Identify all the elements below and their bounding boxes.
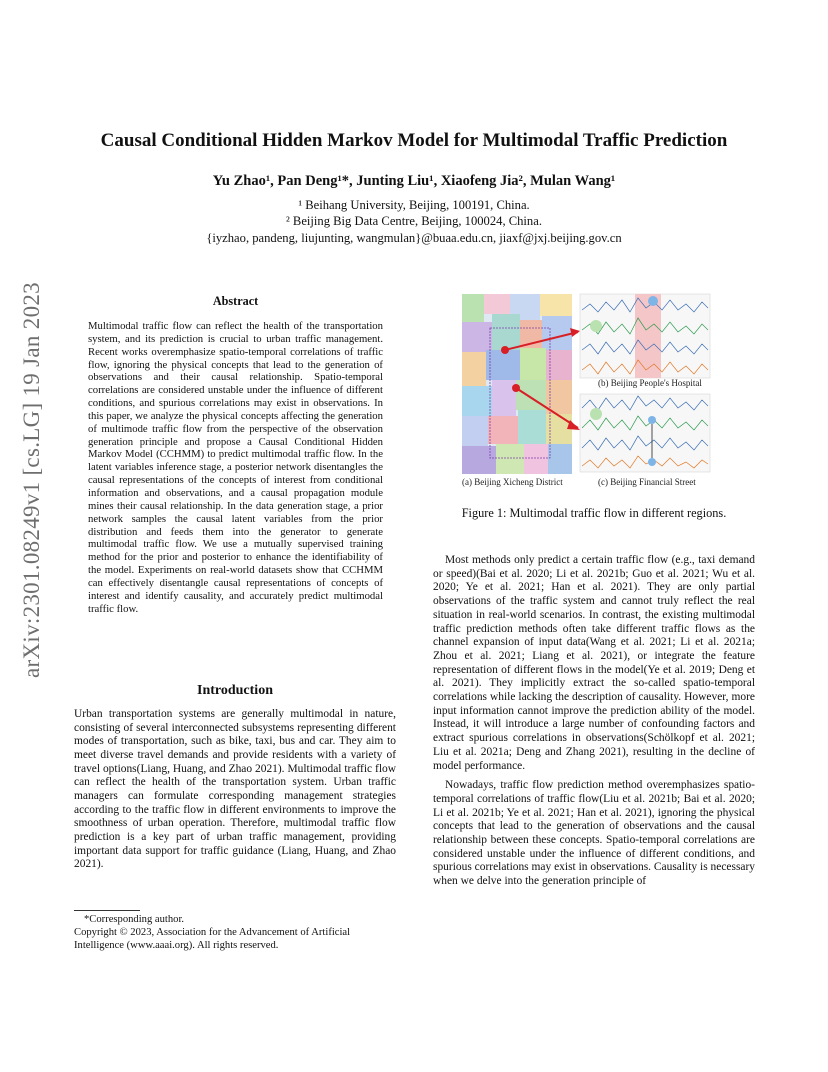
right-column-text bbox=[433, 554, 755, 889]
figure-1 bbox=[460, 288, 760, 494]
body-paragraph-1: Most methods only predict a certain traffic flow (e.g., taxi demand or speed)(Bai et al. 2020; Li et al. 2021b; Guo et al. 2021; Wu et al. 2020; Ye et al. 2021; Han et al. 2021). They are only partial observations of the traffic system and cannot truly reflect the real situation in real-world scenarios. In contrast, the existing multimodal traffic prediction methods often take different traffic flows as the channel expansion of input data(Wang et al. 2021; Li et al. 2021a; Zhou et al. 2021; Liang et al. 2021), or integrate the feature representation of different flows in the model(Ye et al. 2019; Deng et al. 2021). They implicitly extract the so-called spatio-temporal correlations while lacking the description of causality. However, more input information cannot improve the prediction ability of the model. Instead, it will introduce a large number of confounding factors and extract spurious correlations in observations(Schölkopf et al. 2021; Liu et al. 2021a; Deng and Zhang 2021), resulting in the decline of model performance. bbox=[433, 554, 755, 772]
body-paragraph-2: Nowadays, traffic flow prediction method overemphasizes spatio-temporal correlations of traffic flow(Liu et al. 2021b; Bai et al. 2020; Li et al. 2021b; Ye et al. 2021; Han et al. 2021), ignoring the physical concepts that lead to the generation of observations and the causal relationship between these concepts. Spatio-temporal correlations are considered unstable under the influence of different conditions, and spurious correlations may exist in observations. Causality is necessary when we delve into the generation principle of bbox=[433, 779, 755, 888]
figure-caption: Figure 1: Multimodal traffic flow in different regions. bbox=[461, 506, 727, 520]
copyright-note: Copyright © 2023, Association for the Advancement of Artificial Intelligence (www.aaai.org). All rights reserved. bbox=[74, 926, 351, 951]
arxiv-identifier-text: arXiv:2301.08249v1 [cs.LG] 19 Jan 2023 bbox=[19, 282, 44, 678]
people-hospital-charts bbox=[580, 294, 758, 378]
district-map bbox=[462, 294, 572, 474]
introduction-heading: Introduction bbox=[197, 683, 273, 698]
introduction-text: Urban transportation systems are generally multimodal in nature, consisting of several interconnected subsystems representing different modes of transportation, such as bike, taxi, bus and car. They aim to meet diverse travel demands and provide residents with a variety of travel options(Liang, Huang, and Zhao 2021). Multimodal traffic flow can reflect the health of the transportation system. Urban traffic managers can formulate corresponding management strategies according to the traffic flow in different environments to improve the smoothness of urban operation. Therefore, multimodal traffic flow prediction is a key part of urban traffic management, providing important data support for traffic guidance (Liang, Huang, and Zhao 2021). bbox=[74, 708, 396, 871]
footnote-rule bbox=[74, 910, 140, 911]
affiliation-1: ¹ Beihang University, Beijing, 100191, China. bbox=[298, 198, 530, 212]
corresponding-author-note: *Corresponding author. bbox=[84, 914, 185, 925]
paper-title: Causal Conditional Hidden Markov Model for Multimodal Traffic Prediction bbox=[100, 130, 728, 151]
footnote bbox=[74, 914, 396, 952]
abstract-heading: Abstract bbox=[212, 294, 259, 308]
figure-label-c: (c) Beijing Financial Street bbox=[598, 477, 696, 487]
author-list: Yu Zhao¹, Pan Deng¹*, Junting Liu¹, Xiaofeng Jia², Mulan Wang¹ bbox=[212, 173, 616, 189]
author-emails: {iyzhao, pandeng, liujunting, wangmulan}@buaa.edu.cn, jiaxf@jxj.beijing.gov.cn bbox=[206, 230, 622, 245]
financial-street-charts bbox=[580, 394, 758, 472]
affiliation-2: ² Beijing Big Data Centre, Beijing, 100024, China. bbox=[286, 214, 542, 229]
figure-label-b: (b) Beijing People's Hospital bbox=[598, 378, 702, 388]
affiliations bbox=[60, 197, 768, 246]
figure-label-a: (a) Beijing Xicheng District bbox=[462, 477, 563, 487]
abstract-text: Multimodal traffic flow can reflect the health of the transportation system, and its prediction is crucial to urban traffic management. Recent works overemphasize spatio-temporal correlations of traffic flow, ignoring the physical concepts that lead to the generation of observations and their causal relationship. Spatio-temporal correlations are considered unstable under the influence of different conditions, and spurious correlations may exist in observations. In this paper, we analyze the physical concepts affecting the generation of multimode traffic flow from the perspective of the observation generation principle and propose a Causal Conditional Hidden Markov Model (CCHMM) to predict multimodal traffic flow. In the latent variables inference stage, a posterior network disentangles the causal representations of the concepts of interest from conditional information and observations, and a causal propagation module mines their causal relationship. In the data generation stage, a prior network samples the causal latent variables from the prior distribution and feeds them into the generator to generate multimodal traffic flow. We use a mutually supervised training method for the prior and posterior to enhance the identifiability of the model. Experiments on real-world datasets show that CCHMM can effectively disentangle causal representations of concepts of interest and identify causality, and accurately predict multimodal traffic flow. bbox=[88, 320, 383, 615]
arxiv-identifier bbox=[14, 282, 50, 678]
